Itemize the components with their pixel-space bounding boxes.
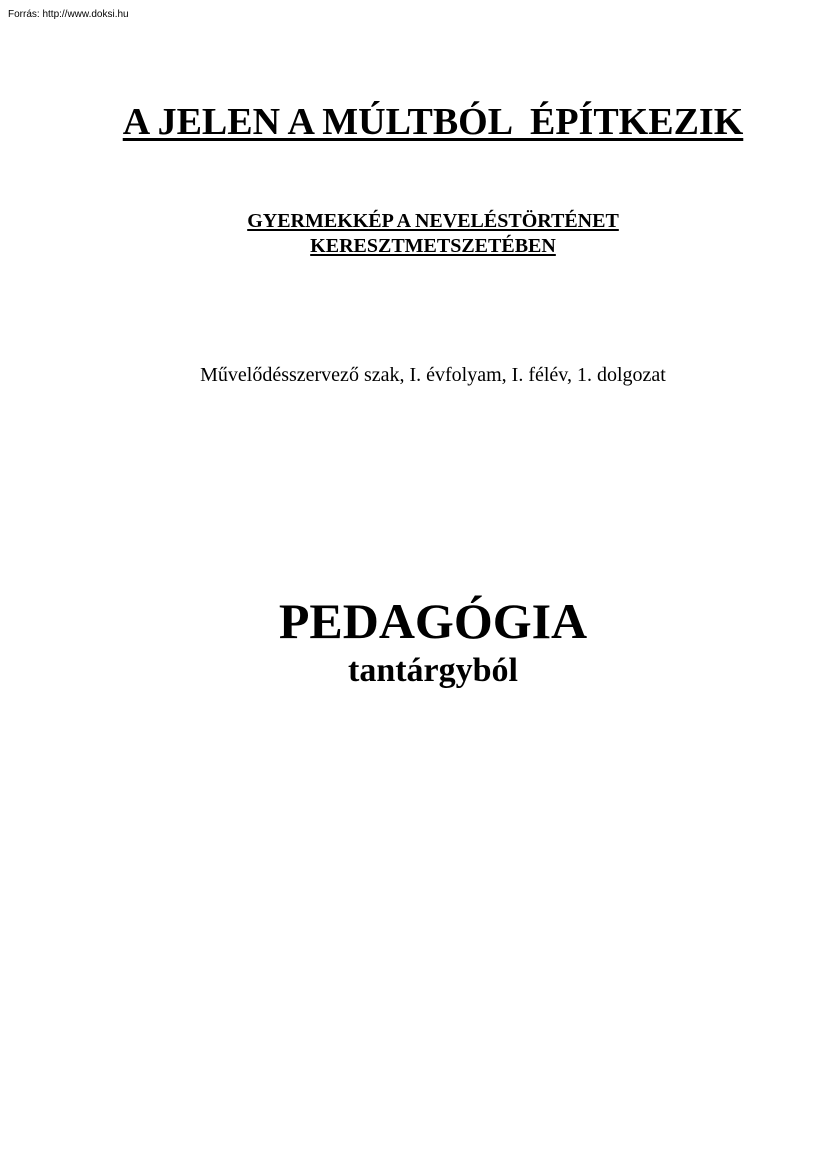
document-title: A JELEN A MÚLTBÓL ÉPÍTKEZIK: [122, 101, 744, 143]
document-subtitle: [0, 209, 827, 259]
subtitle-line-1: GYERMEKKÉP A NEVELÉSTÖRTÉNET: [247, 210, 619, 232]
source-line: Forrás: http://www.doksi.hu: [8, 9, 129, 20]
course-info: Művelődésszervező szak, I. évfolyam, I. félév, 1. dolgozat: [200, 364, 666, 386]
subtitle-line-2: KERESZTMETSZETÉBEN: [310, 235, 556, 257]
subject-suffix: tantárgyból: [348, 652, 518, 689]
subject-name: PEDAGÓGIA: [278, 593, 588, 649]
